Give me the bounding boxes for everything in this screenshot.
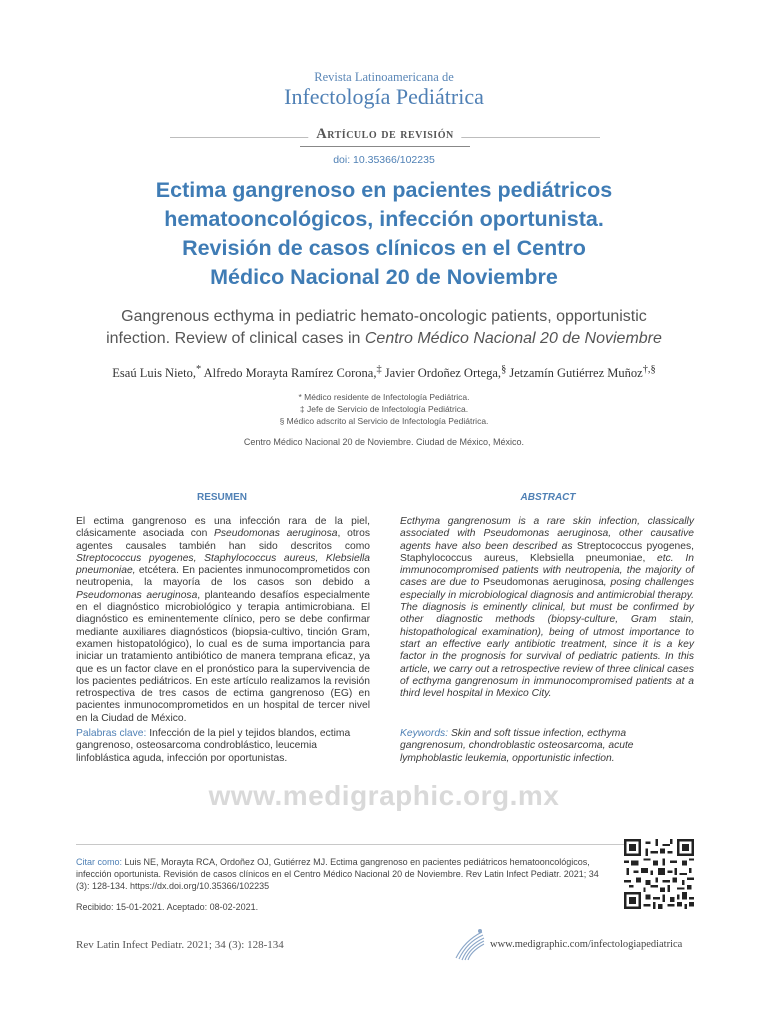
title-line: Ectima gangrenoso en pacientes pediátricos (155, 178, 613, 202)
author-mark: †,§ (642, 364, 656, 375)
article-type-underline (300, 146, 470, 147)
keywords-text: Infección de la piel y tejidos blandos, ectima gangrenoso, osteosarcoma condroblástico, leucemia linfoblástica aguda, infección por oportunistas. (76, 728, 351, 764)
title-line: Médico Nacional 20 de Noviembre (210, 265, 558, 289)
author-mark: * (195, 364, 202, 375)
affiliation: § Médico adscrito al Servicio de Infectología Pediátrica. (279, 416, 489, 426)
author-mark: ‡ (376, 364, 382, 375)
journal-name: Infectología Pediátrica (284, 84, 484, 109)
subtitle-italic: Centro Médico Nacional 20 de Noviembre (364, 330, 662, 347)
journal-url[interactable]: www.medigraphic.com/infectologiapediatrica (490, 939, 683, 950)
abstract-heading (388, 492, 708, 503)
journal-subtitle: Revista Latinoamericana de (314, 70, 454, 84)
article-subtitle (80, 306, 688, 350)
author: Jetzamín Gutiérrez Muñoz (506, 366, 643, 381)
subtitle-line (80, 328, 688, 350)
abstract-roman: Streptococcus pyogenes, Staphylococcus aureus, Klebsiella pneumoniae, (400, 540, 695, 564)
resumen-keywords (76, 728, 370, 765)
resumen-italic: Pseudomonas aeruginosa (76, 589, 198, 601)
footer-divider (76, 844, 694, 845)
author-list (40, 364, 728, 381)
keywords-label: Palabras clave: (76, 728, 147, 739)
subtitle-text: infection. Review of clinical cases in (106, 330, 365, 347)
author: Alfredo Morayta Ramírez Corona, (201, 366, 377, 381)
affiliation: * Médico residente de Infectología Pediátrica. (298, 392, 470, 402)
affiliation: ‡ Jefe de Servicio de Infectología Pediátrica. (299, 404, 469, 414)
journal-abbr: Rev Latin Infect Pediatr. (76, 939, 185, 951)
keywords-text: Skin and soft tissue infection, ecthyma gangrenosum, chondroblastic osteosarcoma, acute lymphoblastic leukemia, opportunistic infection. (400, 728, 634, 764)
journal-issue: 2021; 34 (3): 128-134 (184, 939, 284, 951)
doi[interactable]: doi: 10.35366/102235 (333, 154, 435, 166)
citation-label: Citar como: (76, 857, 123, 867)
abstract-part: Ecthyma gangrenosum is a rare skin infection, classically associated with Pseudomonas aeruginosa, other causative agents have also been described as (400, 516, 694, 552)
resumen-part: , planteando desafíos especialmente en el diagnóstico microbiológico y terapia antimicrobiana. El diagnóstico es eminentemente clínico, pero se debe confirmar mediante auxiliares diagnósticos (biopsia-cultivo, tinción Gram, examen histopatológico), lo cual es de suma importancia para iniciar un tratamiento antibiótico de manera temprana eficaz, ya que es un factor clave en el pronóstico para la supervivencia de los pacientes pediátricos. En este artículo realizamos la revisión retrospectiva de tres casos de ectima gangrenoso (EG) en pacientes inmunocomprometidos en un hospital de tercer nivel en la Ciudad de México. (76, 589, 370, 724)
resumen-part: El ectima gangrenoso es una infección rara de la piel, clásicamente asociada con (76, 516, 370, 540)
abstract-text (400, 516, 694, 700)
medigraphic-logo-icon (452, 926, 486, 962)
abstract-roman: Pseudomonas aeruginosa (483, 577, 604, 589)
citation-text: Luis NE, Morayta RCA, Ordoñez OJ, Gutiérrez MJ. Ectima gangrenoso en pacientes pediátricos hematooncológicos, infección oportunista. Revisión de casos clínicos en el Centro Médico Nacional 20 de Noviembre. Rev Latin Infect Pediatr. 2021; 34 (3): 128-134. https://dx.doi.org/10.35366/102235 (76, 857, 599, 891)
abstract-heading-text: ABSTRACT (520, 492, 576, 503)
article-type: Artículo de revisión (308, 126, 461, 143)
resumen-part: , otros agentes causales también han sido descritos como (76, 528, 370, 552)
institution: Centro Médico Nacional 20 de Noviembre. Ciudad de México, México. (243, 437, 525, 447)
resumen-heading: RESUMEN (196, 492, 247, 503)
qr-code-icon (624, 838, 694, 910)
author: Javier Ordoñez Ortega, (381, 366, 502, 381)
article-type-bar (170, 126, 600, 148)
title-line: hematooncológicos, infección oportunista. (164, 207, 604, 231)
author-mark: § (501, 364, 507, 375)
author: Esaú Luis Nieto, (112, 366, 196, 381)
article-title (80, 176, 688, 292)
abstract-part: , posing challenges especially in microbiological diagnosis and antimicrobial therapy. The diagnosis is eminently clinical, but must be confirmed by other diagnostic methods (biopsy-culture, Gram stain, histopathological examination), being of utmost importance to start an effective early antibiotic treatment, since it is a key factor in the prognosis for survival of pediatric patients. In this article, we carry out a retrospective review of three clinical cases of ecthyma gangrenosum in immunocompromised patients at a third level hospital in Mexico City. (400, 577, 694, 700)
received-dates: Recibido: 15-01-2021. Aceptado: 08-02-2021. (76, 902, 259, 912)
watermark: www.medigraphic.org.mx (208, 780, 560, 811)
resumen-italic: Streptococcus pyogenes, Staphylococcus aureus, Klebsiella pneumoniae, (76, 552, 370, 577)
subtitle-line: Gangrenous ecthyma in pediatric hemato-oncologic patients, opportunistic (121, 308, 647, 325)
resumen-part: etcétera. En pacientes inmunocomprometidos con neutropenia, la mayoría de los casos son debido a (76, 565, 370, 589)
keywords-label: Keywords: (400, 728, 449, 739)
abstract-part: etc. In immunocompromised patients with neutropenia, the majority of cases are due to (400, 552, 694, 589)
resumen-text (76, 516, 370, 725)
citation (76, 856, 606, 892)
journal-reference (76, 939, 284, 951)
abstract-keywords (400, 728, 694, 765)
resumen-italic: Pseudomonas aeruginosa (214, 528, 338, 540)
title-line: Revisión de casos clínicos en el Centro (182, 236, 586, 260)
